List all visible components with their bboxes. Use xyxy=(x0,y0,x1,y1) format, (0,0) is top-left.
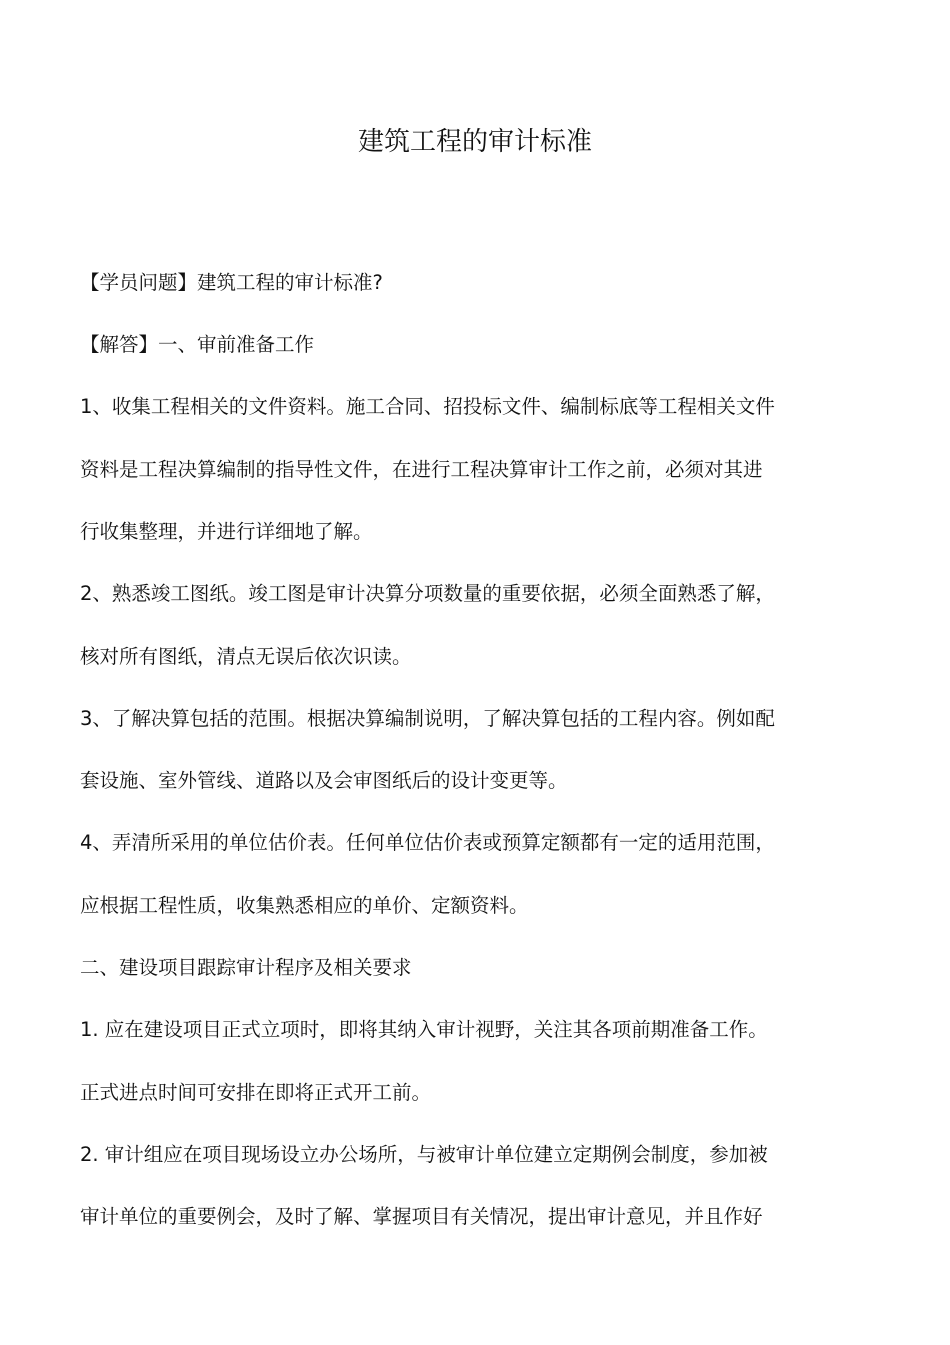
paragraph-line: 核对所有图纸，清点无误后依次识读。 xyxy=(80,645,412,668)
paragraph-line: 【学员问题】建筑工程的审计标准? xyxy=(80,271,383,294)
paragraph-line: 2、熟悉竣工图纸。竣工图是审计决算分项数量的重要依据，必须全面熟悉了解， xyxy=(80,582,775,605)
paragraph-line: 二、建设项目跟踪审计程序及相关要求 xyxy=(80,956,412,979)
paragraph-line: 资料是工程决算编制的指导性文件，在进行工程决算审计工作之前，必须对其进 xyxy=(80,458,763,481)
paragraph-line: 2. 审计组应在项目现场设立办公场所，与被审计单位建立定期例会制度，参加被 xyxy=(80,1143,768,1166)
paragraph-line: 套设施、室外管线、道路以及会审图纸后的设计变更等。 xyxy=(80,769,568,792)
paragraph-line: 审计单位的重要例会，及时了解、掌握项目有关情况，提出审计意见，并且作好 xyxy=(80,1205,763,1228)
document-title: 建筑工程的审计标准 xyxy=(357,127,592,157)
paragraph-line: 行收集整理，并进行详细地了解。 xyxy=(80,520,373,543)
paragraph-line: 1、收集工程相关的文件资料。施工合同、招投标文件、编制标底等工程相关文件 xyxy=(80,395,775,418)
paragraph-line: 1. 应在建设项目正式立项时，即将其纳入审计视野，关注其各项前期准备工作。 xyxy=(80,1018,768,1041)
paragraph-line: 3、了解决算包括的范围。根据决算编制说明，了解决算包括的工程内容。例如配 xyxy=(80,707,775,730)
paragraph-line: 应根据工程性质，收集熟悉相应的单价、定额资料。 xyxy=(80,894,529,917)
paragraph-line: 4、弄清所采用的单位估价表。任何单位估价表或预算定额都有一定的适用范围， xyxy=(80,831,775,854)
paragraph-line: 正式进点时间可安排在即将正式开工前。 xyxy=(80,1081,432,1104)
paragraph-line: 【解答】一、审前准备工作 xyxy=(80,333,315,356)
